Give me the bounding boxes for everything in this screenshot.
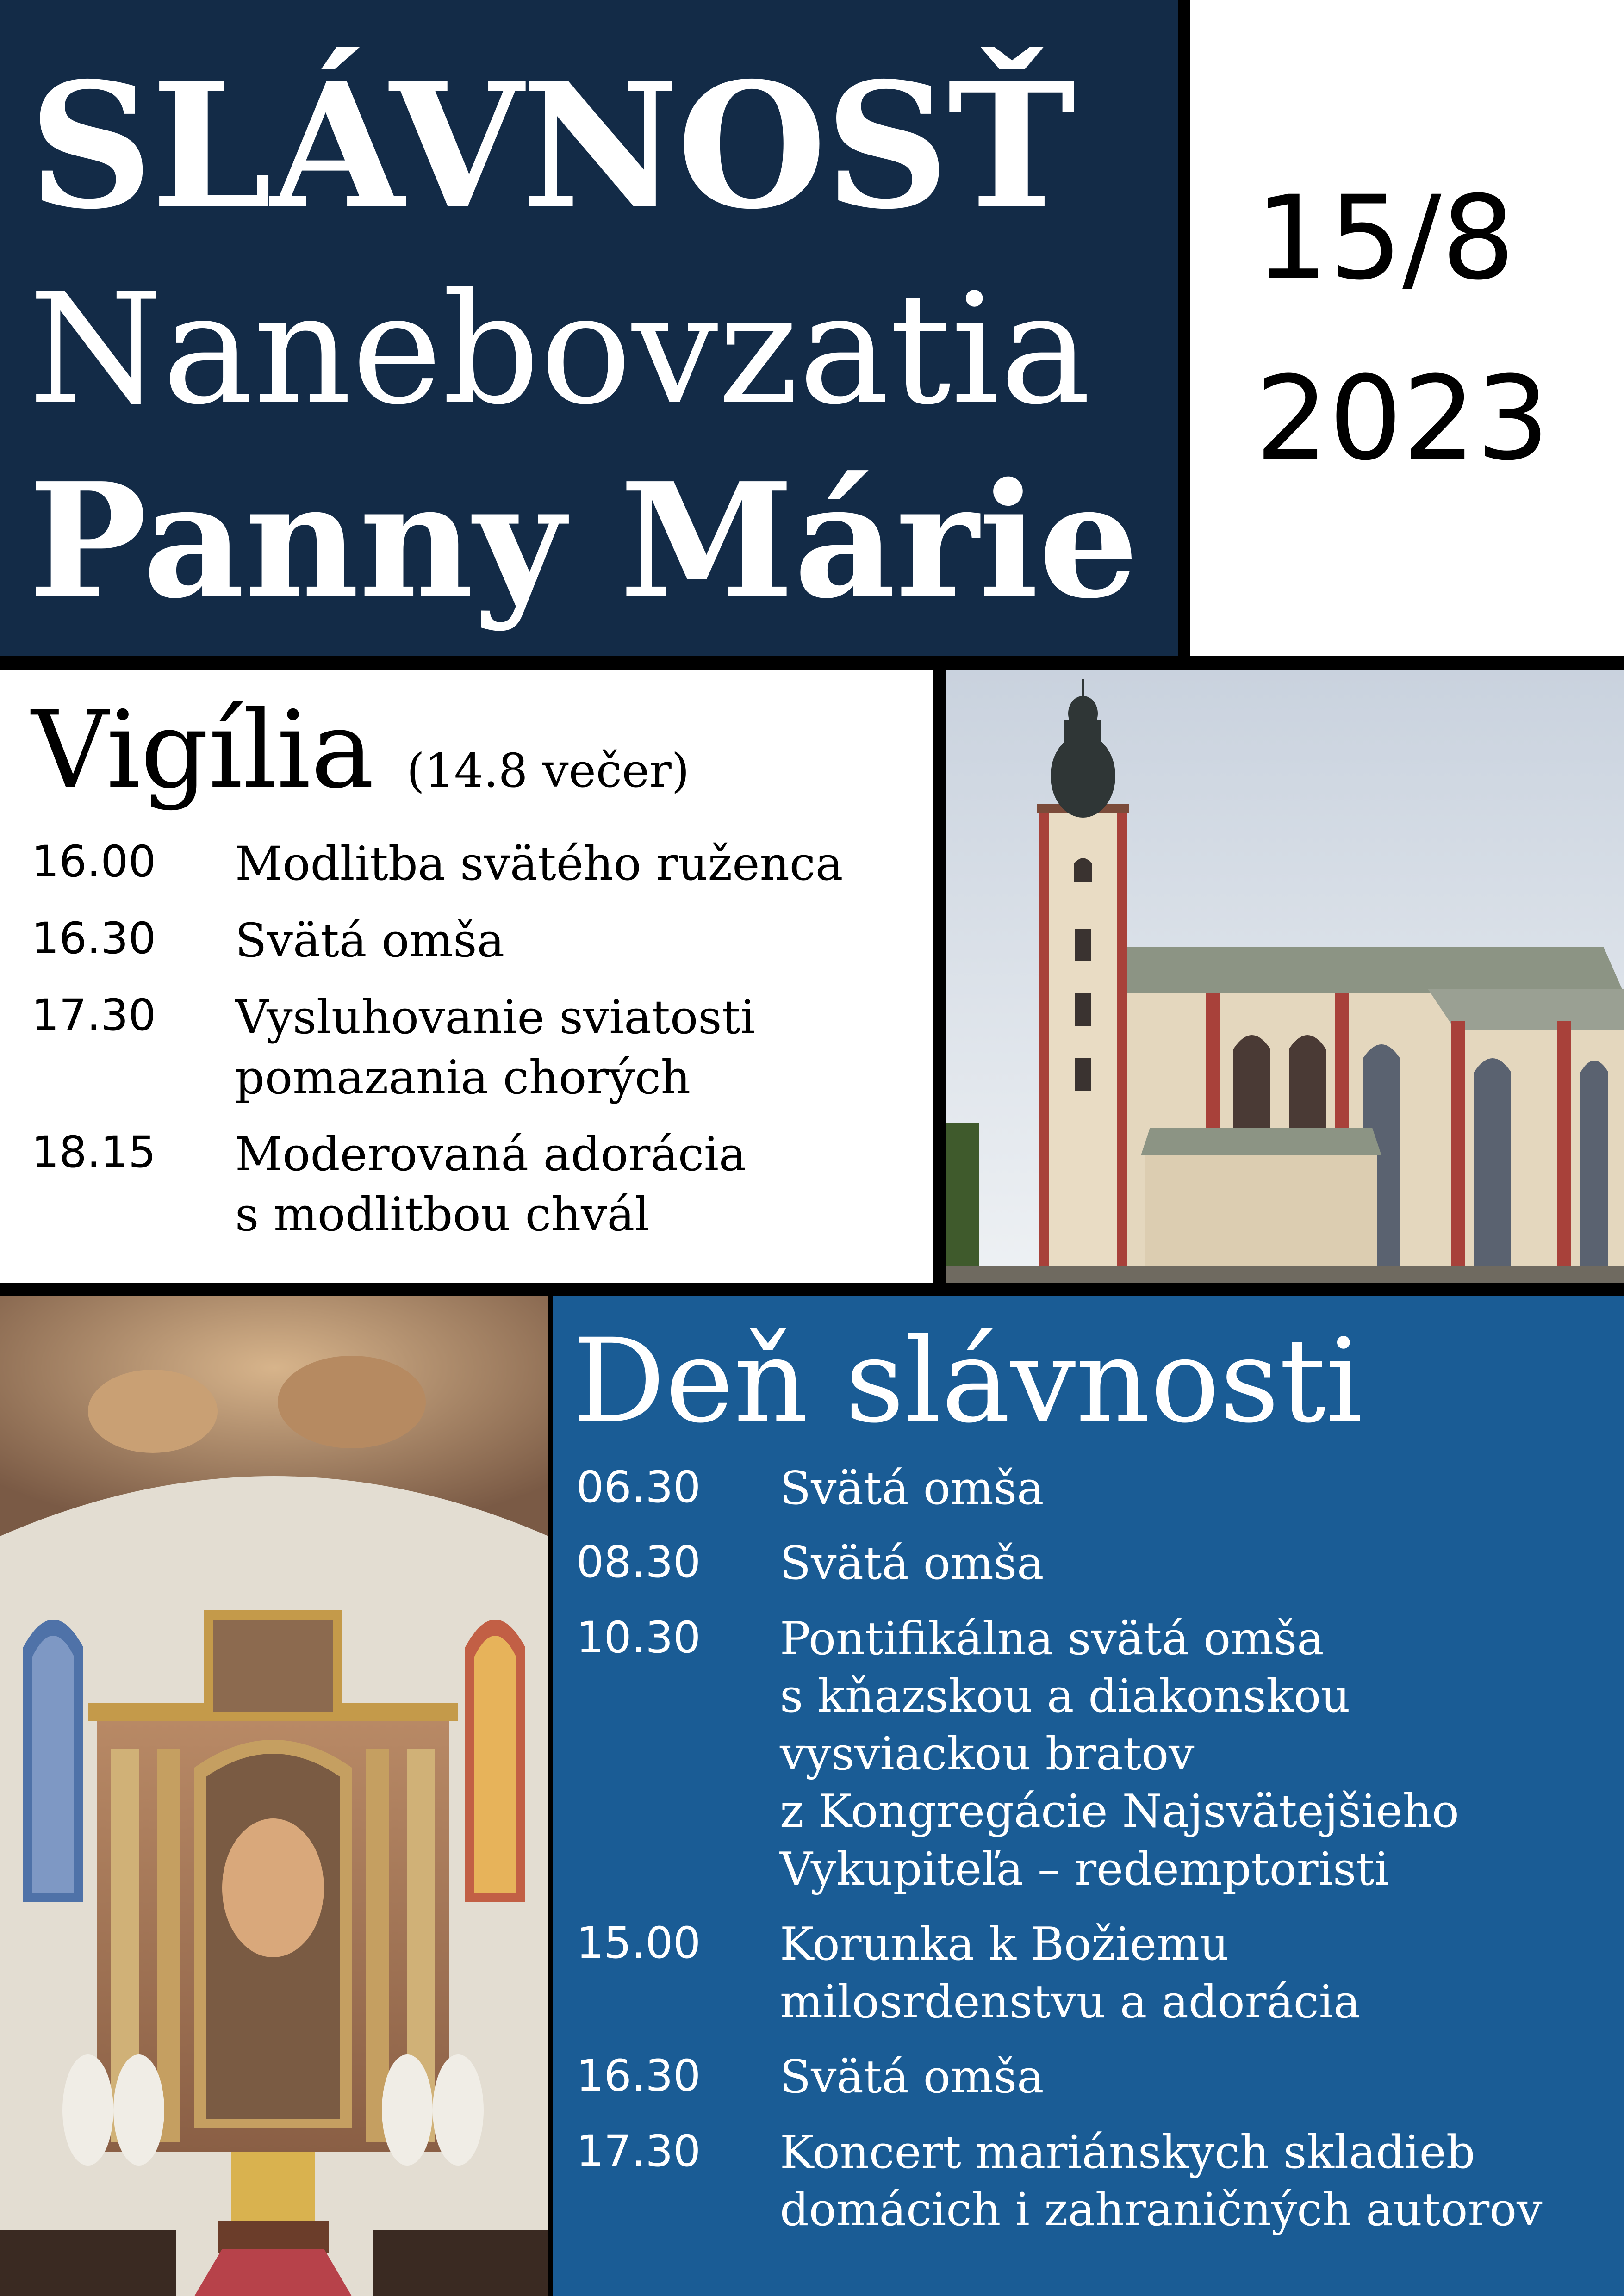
vigil-title: Vigília bbox=[31, 689, 374, 812]
title-line-3: Panny Márie bbox=[29, 449, 1139, 633]
schedule-event: Moderovaná adorácia s modlitbou chvál bbox=[235, 1127, 747, 1241]
title-line-1: SLÁVNOSŤ bbox=[29, 45, 1074, 247]
feast-day-heading bbox=[572, 1314, 1363, 1448]
schedule-item bbox=[31, 911, 843, 971]
schedule-time: 16.00 bbox=[31, 837, 156, 887]
schedule-event: Koncert mariánskych skladieb domácich i zahraničných autorov bbox=[780, 2126, 1543, 2236]
church-illustration bbox=[946, 670, 1624, 1283]
schedule-event: Pontifikálna svätá omša s kňazskou a diakonskou vysviackou bratov z Kongregácie Najsvätejšieho Vykupiteľa – redemptoristi bbox=[780, 1612, 1459, 1896]
schedule-event: Svätá omša bbox=[780, 2051, 1044, 2104]
schedule-time: 15.00 bbox=[576, 1918, 701, 1969]
date-panel bbox=[1190, 0, 1624, 656]
schedule-time: 06.30 bbox=[576, 1462, 701, 1513]
church-exterior-photo bbox=[946, 670, 1624, 1283]
schedule-time: 08.30 bbox=[576, 1537, 701, 1588]
schedule-item bbox=[576, 1610, 1543, 1898]
schedule-event: Vysluhovanie sviatosti pomazania chorých bbox=[235, 990, 755, 1105]
schedule-item bbox=[31, 1124, 843, 1245]
schedule-time: 18.15 bbox=[31, 1127, 156, 1178]
schedule-item bbox=[576, 2124, 1543, 2239]
schedule-time: 17.30 bbox=[31, 990, 156, 1041]
schedule-item bbox=[576, 1460, 1543, 1517]
altar-illustration bbox=[0, 1296, 548, 2296]
vigil-schedule bbox=[31, 834, 843, 1261]
schedule-event: Svätá omša bbox=[780, 1537, 1044, 1590]
schedule-time: 16.30 bbox=[31, 913, 156, 964]
vigil-subtitle: (14.8 večer) bbox=[406, 744, 690, 798]
church-interior-photo bbox=[0, 1296, 548, 2296]
schedule-event: Svätá omša bbox=[780, 1462, 1044, 1515]
feast-day-title: Deň slávnosti bbox=[572, 1314, 1363, 1448]
schedule-item bbox=[576, 1916, 1543, 2031]
feast-day-panel bbox=[553, 1296, 1624, 2296]
schedule-event: Modlitba svätého ruženca bbox=[235, 837, 843, 891]
feast-day-schedule bbox=[576, 1460, 1543, 2256]
date-day-month: 15/8 bbox=[1255, 171, 1515, 305]
vigil-panel bbox=[0, 670, 933, 1283]
title-line-2: Nanebovzatia bbox=[29, 261, 1091, 438]
title-panel bbox=[0, 0, 1178, 656]
schedule-item bbox=[576, 2048, 1543, 2106]
schedule-time: 16.30 bbox=[576, 2051, 701, 2102]
date-year: 2023 bbox=[1255, 351, 1550, 486]
schedule-item bbox=[31, 987, 843, 1108]
vigil-heading bbox=[31, 689, 690, 812]
schedule-time: 10.30 bbox=[576, 1612, 701, 1663]
schedule-item bbox=[576, 1535, 1543, 1592]
schedule-event: Korunka k Božiemu milosrdenstvu a adorácia bbox=[780, 1918, 1361, 2029]
schedule-time: 17.30 bbox=[576, 2126, 701, 2177]
schedule-item bbox=[31, 834, 843, 894]
schedule-event: Svätá omša bbox=[235, 913, 505, 968]
